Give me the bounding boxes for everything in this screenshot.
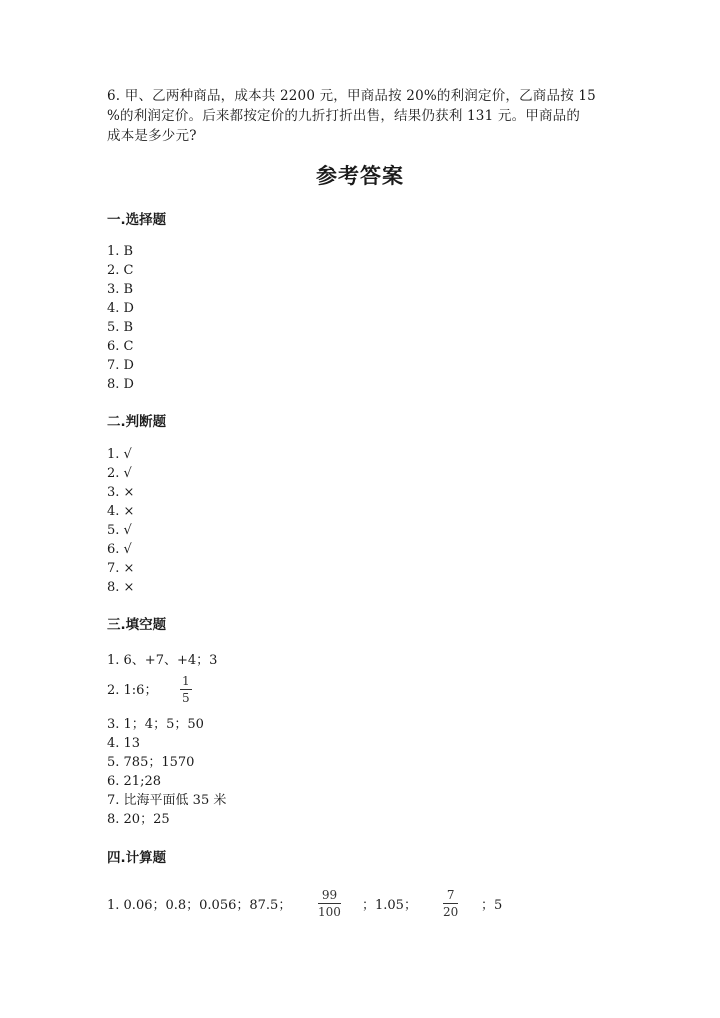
problem-line-2: %的利润定价。后来都按定价的九折打折出售，结果仍获利 131 元。甲商品的 (107, 108, 581, 124)
list-item: 1. B (107, 244, 134, 259)
list-item: 6. C (107, 339, 134, 354)
list-item: 4. × (107, 504, 135, 519)
list-item: 3. × (107, 485, 135, 500)
list-item: 6. 21;28 (107, 774, 161, 789)
list-item: 4. D (107, 301, 134, 316)
fraction-denominator: 100 (318, 905, 341, 919)
fraction-denominator: 5 (182, 691, 190, 705)
fill-answer-2-text: 2. 1:6； (107, 683, 158, 698)
list-item: 8. 20；25 (107, 812, 170, 827)
fill-answer-list (107, 715, 226, 829)
fraction-bar (318, 903, 341, 904)
fill-answer-1: 1. 6、+7、+4；3 (107, 653, 218, 668)
fraction-numerator: 7 (446, 888, 455, 902)
section-heading-judge: 二.判断题 (107, 414, 167, 430)
list-item: 8. D (107, 377, 134, 392)
choice-answer-list (107, 242, 134, 394)
list-item: 3. B (107, 282, 134, 297)
calc-answer-part-3: ；5 (481, 898, 503, 913)
list-item: 5. B (107, 320, 134, 335)
fraction-numerator: 1 (182, 674, 190, 688)
section-heading-fill: 三.填空题 (107, 617, 167, 633)
fraction-99-100 (318, 888, 341, 919)
list-item: 5. √ (107, 523, 132, 538)
list-item: 8. × (107, 580, 135, 595)
list-item: 7. 比海平面低 35 米 (107, 793, 227, 808)
section-heading-choice: 一.选择题 (107, 212, 167, 228)
fraction-one-fifth (180, 674, 192, 705)
calc-answer-part-2: ；1.05； (362, 898, 417, 913)
fraction-7-20 (443, 888, 458, 919)
list-item: 4. 13 (107, 736, 141, 751)
section-heading-calc: 四.计算题 (107, 850, 167, 866)
problem-line-1: 6. 甲、乙两种商品，成本共 2200 元，甲商品按 20%的利润定价，乙商品按 15 (107, 88, 596, 104)
problem-6 (107, 86, 607, 146)
list-item: 3. 1；4；5；50 (107, 717, 204, 732)
list-item: 1. √ (107, 447, 132, 462)
calc-answer-part-1: 1. 0.06；0.8；0.056；87.5； (107, 898, 292, 913)
list-item: 5. 785；1570 (107, 755, 195, 770)
list-item: 6. √ (107, 542, 132, 557)
list-item: 7. D (107, 358, 134, 373)
problem-line-3: 成本是多少元? (107, 128, 197, 144)
fraction-numerator: 99 (321, 888, 338, 902)
fraction-bar (180, 689, 192, 690)
list-item: 7. × (107, 561, 135, 576)
list-item: 2. √ (107, 466, 132, 481)
list-item: 2. C (107, 263, 134, 278)
fraction-bar (443, 903, 458, 904)
fraction-denominator: 20 (443, 905, 459, 919)
page-title: 参考答案 (316, 164, 404, 188)
judge-answer-list (107, 445, 134, 597)
